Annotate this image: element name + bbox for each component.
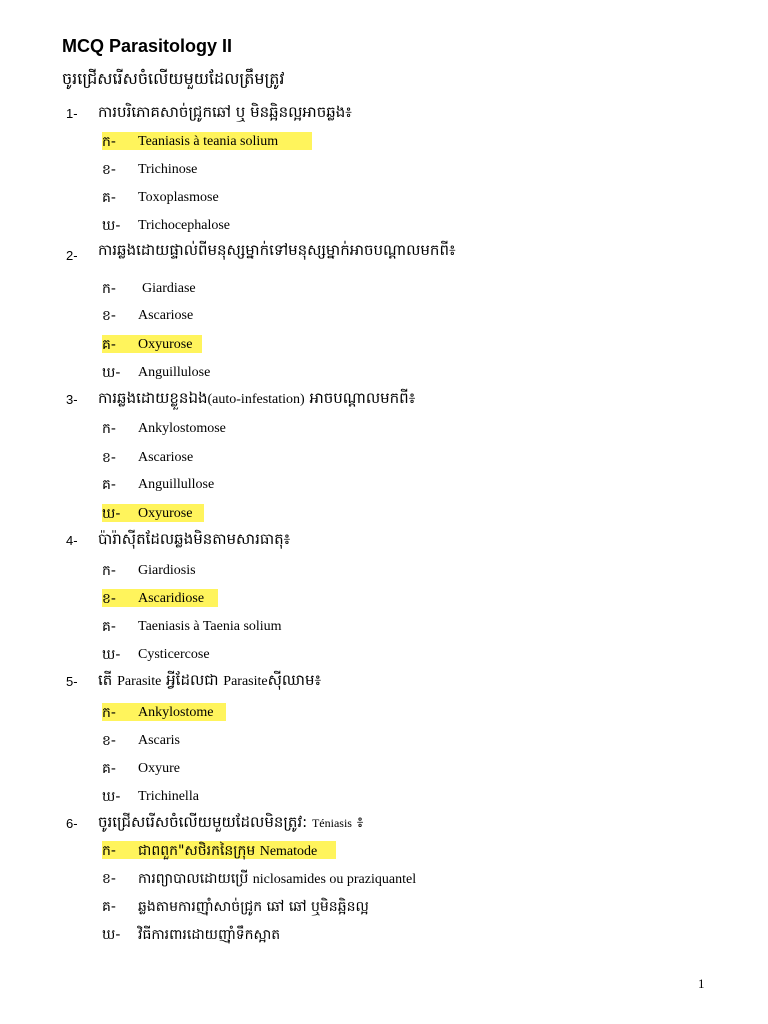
option-label: ឃ- [102,365,121,381]
option-text: ឆ្លងតាមការញ៉ាំសាច់ជ្រូក ឆៅ ឆៅ ឬមិនឆ្អិនល្អ [138,899,369,915]
question-number: 4- [66,533,78,548]
option-text [138,869,416,890]
option-text: Oxyure [138,761,180,776]
instruction: ចូរជ្រើសរើសចំលើយមួយដែលត្រឹមត្រូវ [62,69,285,88]
option-text: Cysticercose [138,647,210,662]
option-text: Ankylostomose [138,421,226,436]
option-text: Toxoplasmose [138,190,219,205]
option-text-latin: Nematode [259,844,318,859]
option-label: គ- [102,190,116,206]
question-number: 6- [66,816,78,831]
question-text-kh-3: ស៊ីឈាម៖ [267,671,322,689]
option-label: ឃ- [102,647,121,663]
option-text-kh: ជាពពួក"សថិរកនៃក្រុម [138,843,260,859]
option-label: ក- [102,843,116,859]
question-text: ប៉ារ៉ាស៊ីតដែលឆ្លងមិនតាមសារធាតុ៖ [98,530,291,548]
option-label: ក- [102,563,116,579]
option-text: វិធីការពារដោយញ៉ាំទឹកស្អាត [138,927,281,943]
question-text-kh: ចូរជ្រើសរើសចំលើយមួយដែលមិនត្រូវ: [98,813,312,831]
option-label: ឃ- [102,506,121,522]
option-text: Giardiase [142,281,196,296]
option-label: ខ- [102,308,116,324]
question-text [98,670,568,692]
option-text: Oxyurose [138,506,193,521]
document-title: MCQ Parasitology II [62,36,233,56]
option-label: ឃ- [102,789,121,805]
question-text [98,812,568,833]
option-label: ឃ- [102,218,121,234]
option-text-latin: niclosamides ou praziquantel [252,872,417,887]
option-label: ក- [102,705,116,721]
option-text: Ascariose [138,450,194,465]
option-text: Trichinella [138,789,199,804]
option-text: Trichocephalose [138,218,231,233]
question-number: 5- [66,674,78,689]
question-text-latin: Parasite [117,674,162,689]
question-text [98,388,568,410]
option-label: គ- [102,337,116,353]
option-text: Ankylostome [138,705,214,720]
option-label: គ- [102,761,116,777]
option-label: គ- [102,477,116,493]
option-label: ខ- [102,733,116,749]
question-text-kh-2: អាចបណ្តាលមកពី៖ [304,389,416,407]
option-label: ខ- [102,162,116,178]
question-number: 2- [66,248,78,263]
option-text: Trichinose [138,162,198,177]
option-label: គ- [102,619,116,635]
option-text [138,841,317,862]
page-number: 1 [698,976,705,991]
option-text: Teaniasis à teania solium [138,134,279,149]
question-text: ការបរិភោគសាច់ជ្រូកឆៅ ឬ មិនឆ្អិនល្អអាចឆ្លង៖ [98,103,352,121]
question-text-kh-2: អ្វីដែលជា [161,671,224,689]
option-text: Ascaridiose [138,591,205,606]
option-label: ក- [102,134,116,150]
question-text-latin: (auto-infestation) [207,392,305,407]
option-text-kh: ការព្យាបាលដោយប្រើ [138,871,253,887]
option-label: ខ- [102,591,116,607]
option-text: Giardiosis [138,563,196,578]
question-text-kh-2: ៖ [351,813,364,831]
option-text: Taeniasis à Taenia solium [138,619,282,634]
question-text: ការឆ្លងដោយផ្ទាល់ពីមនុស្សម្នាក់ទៅមនុស្សម្នាក់អាចបណ្តាលមកពី៖ [98,241,456,259]
option-label: គ- [102,899,116,915]
option-label: ក- [102,421,116,437]
question-text-kh: ការឆ្លងដោយខ្លួនឯង [98,389,208,407]
question-number: 1- [66,106,78,121]
option-text: Anguillullose [138,477,215,492]
question-text-kh: តើ [98,671,118,689]
option-label: ខ- [102,871,116,887]
option-label: ក- [102,281,116,297]
question-text-latin: Téniasis [311,816,352,830]
option-text: Oxyurose [138,337,193,352]
question-text-latin-2: Parasite [223,674,268,689]
question-number: 3- [66,392,78,407]
option-label: ខ- [102,450,116,466]
option-text: Anguillulose [138,365,211,380]
option-label: ឃ- [102,927,121,943]
option-text: Ascariose [138,308,194,323]
option-text: Ascaris [138,733,180,748]
